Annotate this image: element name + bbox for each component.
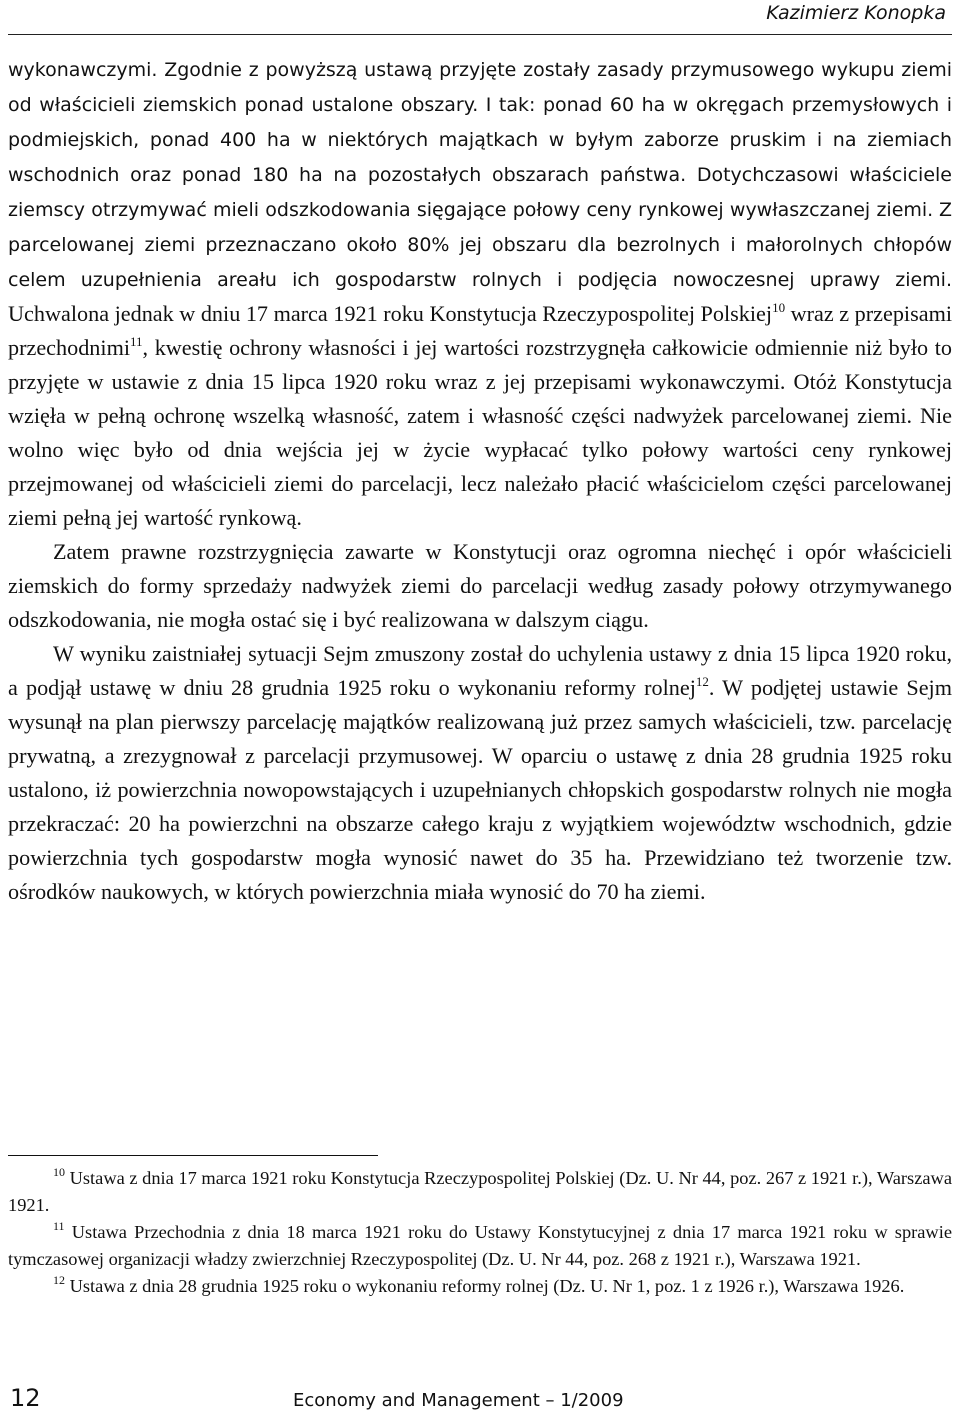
- paragraph-1-sans-text-2: Z parcelowanej ziemi przeznaczano około 80% jej obszaru dla bezrolnych i małorolnych chłopów celem uzupełnienia areału ich gospodarstw rolnych i podjęcia nowoczesnej uprawy ziemi.: [8, 199, 952, 291]
- footnotes: [8, 1165, 952, 1300]
- paragraph-1-serif-text-b: wraz z przepisami przechodnimi: [8, 301, 952, 360]
- footnote-11: [8, 1219, 952, 1273]
- page-number: 12: [10, 1384, 41, 1412]
- paragraph-1-serif-text-c: , kwestię ochrony własności i jej wartości rozstrzygnęła całkowicie odmiennie niż było to przyjęte w ustawie z dnia 15 lipca 1920 roku wraz z jej przepisami wykonawczymi. Otóż Konstytucja wzięła w pełną ochronę wszelką własność, zatem i własność części nadwyżek parcelowanej ziemi. Nie wolno więc było od dnia wejścia jej w życie wypłacać tylko połowy wartości ceny rynkowej przejmowanej od właścicieli ziemi do parcelacji, lecz należało płacić właścicielom części parcelowanej ziemi pełną jej wartość rynkową.: [8, 335, 952, 530]
- paragraph-3-text-a: W wyniku zaistniałej sytuacji Sejm zmuszony został do uchylenia ustawy z dnia 15 lipca 1920 roku, a podjął ustawę w dniu 28 grudnia 1925 roku o wykonaniu reformy rolnej: [8, 641, 952, 700]
- running-header: [8, 0, 952, 35]
- footnote-text: Ustawa Przechodnia z dnia 18 marca 1921 roku do Ustawy Konstytucyjnej z dnia 17 marca 1921 roku w sprawie tymczasowej organizacji władzy zwierzchniej Rzeczypospolitej (Dz. U. Nr 44, poz. 268 z 1921 r.), Warszawa 1921.: [8, 1222, 952, 1269]
- footnote-number: 12: [53, 1273, 65, 1287]
- article-body: [8, 52, 952, 909]
- footnote-number: 11: [53, 1219, 65, 1233]
- paragraph-3: [8, 637, 952, 909]
- footnote-number: 10: [53, 1165, 65, 1179]
- footnote-separator: [8, 1155, 378, 1156]
- footnote-10: [8, 1165, 952, 1219]
- paragraph-2: Zatem prawne rozstrzygnięcia zawarte w Konstytucji oraz ogromna niechęć i opór właścicieli ziemskich do formy sprzedaży nadwyżek ziemi do parcelacji według zasady połowy otrzymywanego odszkodowania, nie mogła ostać się i być realizowana w dalszym ciągu.: [8, 539, 952, 632]
- footnote-text: Ustawa z dnia 17 marca 1921 roku Konstytucja Rzeczypospolitej Polskiej (Dz. U. Nr 44, poz. 267 z 1921 r.), Warszawa 1921.: [8, 1168, 952, 1215]
- paragraph-1-sans-text: wykonawczymi. Zgodnie z powyższą ustawą przyjęte zostały zasady przymusowego wykupu ziemi od właścicieli ziemskich ponad ustalone obszary. I tak: ponad 60 ha w okręgach przemysłowych i podmiejskich, ponad 400 ha w niektórych majątkach w byłym zaborze pruskim i na ziemiach wschodnich oraz ponad 180 ha na pozostałych obszarach państwa. Dotychczasowi właściciele ziemscy otrzymywać mieli odszkodowania sięgające połowy ceny rynkowej wywłaszczanej ziemi.: [8, 59, 952, 221]
- paragraph-3-text-b: . W podjętej ustawie Sejm wysunął na plan pierwszy parcelację majątków realizowaną już przez samych właścicieli, tzw. parcelację prywatną, a zrezygnował z parcelacji przymusowej. W oparciu o ustawę z dnia 28 grudnia 1925 roku ustalono, iż powierzchnia nowopowstających i uzupełnianych chłopskich gospodarstw rolnych nie mogła przekraczać: 20 ha powierzchni na obszarze całego kraju z wyjątkiem województw wschodnich, gdzie powierzchnia tych gospodarstw mogła wynosić nawet do 35 ha. Przewidziano też tworzenie tzw. ośrodków naukowych, w których powierzchnia miała wynosić do 70 ha ziemi.: [8, 675, 952, 904]
- journal-title: Economy and Management – 1/2009: [293, 1390, 624, 1411]
- page-footer: [8, 1384, 952, 1414]
- header-author: Kazimierz Konopka: [766, 2, 946, 24]
- paragraph-1-serif-text-a: Uchwalona jednak w dniu 17 marca 1921 roku Konstytucja Rzeczypospolitej Polskiej: [8, 301, 773, 326]
- footnote-12: [8, 1273, 952, 1300]
- footnote-ref-12[interactable]: 12: [695, 674, 709, 689]
- paragraph-1: [8, 52, 952, 535]
- footnote-ref-11[interactable]: 11: [130, 334, 143, 349]
- footnote-ref-10[interactable]: 10: [772, 300, 786, 315]
- footnote-text: Ustawa z dnia 28 grudnia 1925 roku o wykonaniu reformy rolnej (Dz. U. Nr 1, poz. 1 z 1926 r.), Warszawa 1926.: [69, 1276, 905, 1296]
